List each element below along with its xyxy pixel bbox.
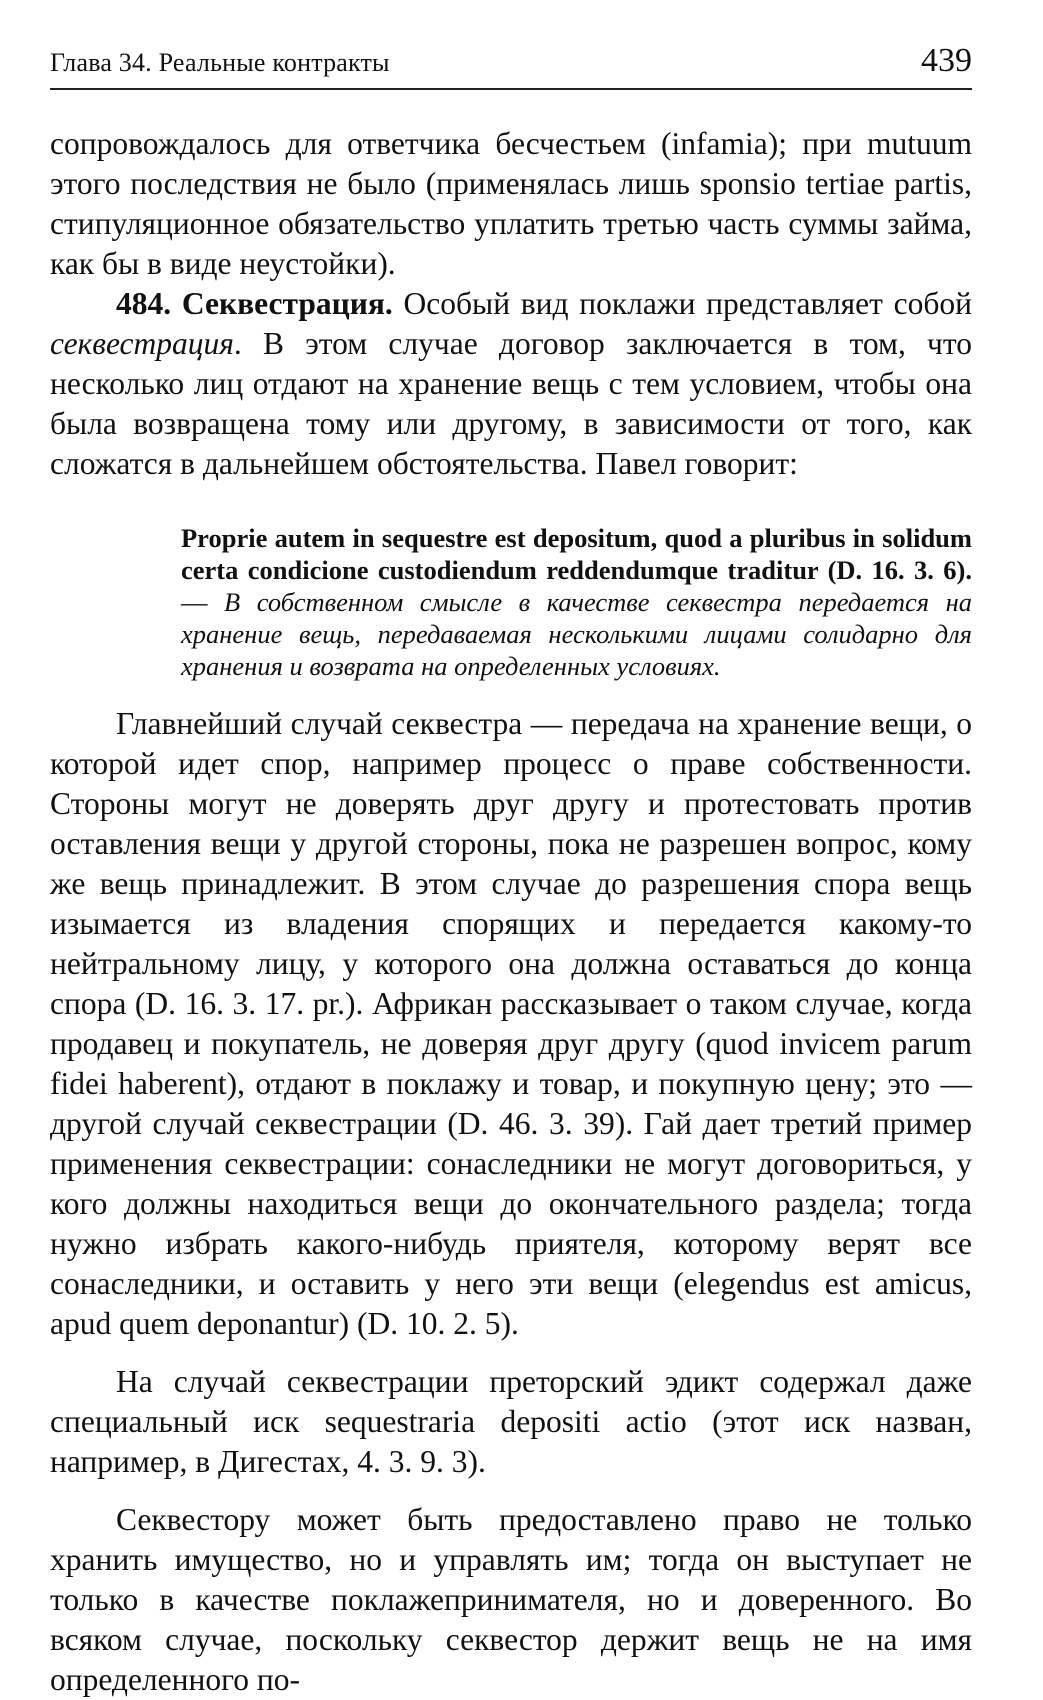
section-paragraph bbox=[50, 284, 972, 484]
section-text-after-term: . В этом случае договор заключается в том, что несколько лиц отдают на хранение вещь с тем условием, чтобы она была возвращена тому или другому, в зависимости от того, как сложатся в дальнейшем обстоятельства. Павел говорит: bbox=[50, 326, 972, 481]
quote-latin: Proprie autem in sequestre est depositum, quod a pluribus in solidum certa condicione custodiendum reddendumque traditur (D. 16. 3. 6). bbox=[181, 523, 972, 585]
paragraph-main-case: Главнейший случай секвестра — передача на хранение вещи, о которой идет спор, например процесс о праве собственности. Стороны могут не доверять друг другу и протестовать против оставления вещи у другой стороны, пока не разрешен вопрос, кому же вещь принадлежит. В этом случае до разрешения спора вещь изымается из владения спорящих и передается какому-то нейтральному лицу, у которого она должна оставаться до конца спора (D. 16. 3. 17. pr.). Африкан рассказывает о таком случае, когда продавец и покупатель, не доверяя друг другу (quod invicem parum fidei haberent), отдают в поклажу и товар, и покупную цену; это — другой случай секвестрации (D. 46. 3. 39). Гай дает третий пример применения секвестрации: сонаследники не могут договориться, у кого должны находиться вещи до окончательного раздела; тогда нужно избрать какого-нибудь приятеля, которому верят все сонаследники, и оставить у него эти вещи (elegendus est amicus, apud quem deponantur) (D. 10. 2. 5). bbox=[50, 706, 972, 1341]
book-page bbox=[50, 0, 972, 1697]
section-text-before-term: Особый вид поклажи представляет собой bbox=[392, 286, 972, 321]
section-heading: 484. Секвестрация. bbox=[116, 286, 393, 321]
latin-quote-block bbox=[181, 522, 972, 682]
paragraph-sequestor: Секвестору может быть предоставлено право не только хранить имущество, но и управлять им; тогда он выступает не только в качестве поклажепринимателя, но и доверенного. Во всяком случае, поскольку секвестор держит вещь не на имя определенного по- bbox=[50, 1502, 972, 1697]
running-header bbox=[50, 40, 972, 90]
paragraph-edict: На случай секвестрации преторский эдикт содержал даже специальный иск sequestraria depositi actio (этот иск назван, например, в Дигестах, 4. 3. 9. 3). bbox=[50, 1364, 972, 1479]
quote-dash: — bbox=[181, 587, 225, 617]
quote-translation: В собственном смысле в качестве секвестра передается на хранение вещь, передаваемая несколькими лицами солидарно для хранения и возврата на определенных условиях. bbox=[181, 587, 972, 681]
page-number: 439 bbox=[921, 42, 972, 79]
chapter-title: Глава 34. Реальные контракты bbox=[50, 48, 390, 77]
body-text bbox=[50, 124, 972, 1700]
paragraph-continuation: сопровождалось для ответчика бесчестьем (infamia); при mutuum этого последствия не было (применялась лишь sponsio tertiae partis, стипуляционное обязательство уплатить третью часть суммы займа, как бы в виде неустойки). bbox=[50, 126, 972, 281]
section-term: секвестрация bbox=[50, 326, 234, 361]
